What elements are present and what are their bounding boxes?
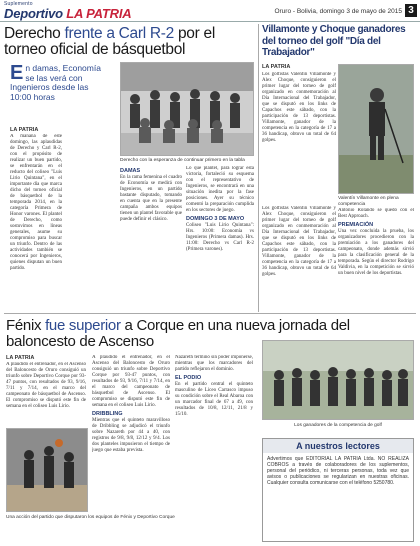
story1-col3-title: DOMINGO 3 DE MAYO	[186, 216, 245, 222]
publication-name: Deportivo LA PATRIA	[4, 6, 132, 21]
story1-col2-title: DAMAS	[120, 168, 141, 174]
story2-headline: Fénix fue superior a Corque en una nueva jornada del baloncesto de Ascenso	[6, 317, 350, 350]
golf-winners-photo	[262, 340, 414, 420]
story3-caption1: Valentín Villamonte en plena competencia	[338, 196, 399, 207]
drop-cap: E	[10, 62, 24, 84]
story3-col1: Los golfistas Valentín Villamonte y Alex Choque, consiguieron el primer lugar del torneo de golf organizado en conmemoración al Día Internacional del Trabajador, que se disputó en los links de Capachos este sábado, con la participación de 13 deportistas. Villamonte, ganador de la competencia en la categoría de 17 a 36 handicap, obtuvo un total de 64 golpes.	[262, 72, 336, 143]
masthead	[0, 0, 420, 22]
story2-kicker: LA PATRIA	[6, 355, 35, 361]
notice-title: A nuestros lectores	[263, 439, 413, 453]
story3-col2-body: Antonio Rolando se quedó con el Best Approach.	[338, 208, 414, 219]
story1-col3-body: Lo que plantel, para lograr esta victoria, fortaleció su esquema con el representativo de Ingenieros, se encontrará en una situación inedita por la fase posiciones. Ayer su técnico comentó la preparación cumplida en los sectores de juego.	[186, 166, 254, 213]
story1-headline: Derecho frente a Carl R-2 por el torneo oficial de básquetbol	[4, 25, 215, 59]
column-divider	[258, 24, 259, 312]
notice-box	[262, 438, 414, 542]
story1-caption: Derecho con la esperanza de continuar primero en la tabla	[120, 158, 245, 163]
story3-caption2: Los ganadores de la competencia de golf	[294, 423, 382, 428]
story1-col3	[186, 166, 254, 310]
story2-caption: Una acción del partido que disputaron los equipos de Fénix y Deportivo Corque	[6, 515, 175, 520]
story3-col2-awards: Una vez concluida la prueba, los organizadores procedieron con la premiación a los ganadores del campeonato, donde además sirvió para la clasificación general de la temporada. Según el director Rodrigo Valdivia, en la competición se sirvió un buen nivel de los deportistas.	[338, 229, 414, 276]
story3-col1b: Los golfistas Valentín Villamonte y Alex Choque, consiguieron el primer lugar del torneo de golf organizado en conmemoración al Día Internacional del Trabajador, que se disputó en los links de Capachos este sábado, con la participación de 13 deportistas. Villamonte, ganador de la competencia en la categoría de 17 a 36 handicap, obtuvo un total de 64 golpes.	[262, 206, 336, 277]
story3-headline: Villamonte y Choque ganadores del torneo del golf "Día del Trabajador"	[262, 24, 406, 58]
notice-text: Advertimos que EDITORIAL LA PATRIA Ltda. NO REALIZA COBROS a través de colaboradores de los suplementos, personal del periódico, ni terceras personas, toda vez que avisos o publicaciones se regularizan en nuestras oficinas. Cualquier consulta comunicarse con el teléfono 5250780.	[267, 456, 409, 486]
story1-lead: En damas, Economía se las verá con Ingenieros desde las 10:00 horas	[10, 62, 101, 102]
story2-col2-title: DRIBBLING	[92, 411, 123, 417]
golfer-photo	[338, 64, 414, 194]
story3-col2-title: PREMIACIÓN	[338, 222, 374, 228]
basketball-action-photo	[6, 428, 88, 512]
story3-kicker: LA PATRIA	[262, 64, 291, 70]
story2-col2-intro: A plaudido el entrenador, en el Ascenso del Baloncesto de Oruro consiguió un triunfo sobre Deportivo Corque por 93-47 puntos, con resultados de 93, 9/16, 7/11 y 7/14, en el marco del campeonato de básquetbol de Ascenso. El compromiso se disputó este fin de semana en el coliseo Luis Lirio.	[92, 355, 170, 408]
issue-date: Oruro - Bolivia, domingo 3 de mayo de 2015	[274, 8, 402, 15]
story2-col3-title: EL PODIO	[175, 375, 202, 381]
story1-col2	[120, 166, 182, 310]
story1-col3-schedule: Coliseo "Luis Lirio Quintana": Hrs. 10:00: Economía vs Ingenieros (Primera damas). Hrs. 11:00: Derecho vs Carl R-2 (Primera varones).	[186, 223, 254, 252]
story2-col3-results: En el partido central el quinteto masculino de Liceo Carrasco impuso su condición sobre el Real Abaroa con un marcador final de 67 a 49, con resultados de 10/8, 12/11, 21/8 y 15/10.	[175, 382, 253, 417]
story2-col3	[175, 355, 253, 511]
basketball-team-photo	[120, 62, 254, 156]
story2-col1: A plaudido el entrenador, en el Ascenso del Baloncesto de Oruro consiguió un triunfo sobre Deportivo Corque por 93-47 puntos, con resultados de 93, 9/16, 7/11 y 7/14, en el marco del campeonato de básquetbol de Ascenso. El compromiso se disputó este fin de semana en el coliseo Luis Lirio.	[6, 362, 86, 409]
supplement-label: Suplemento	[4, 1, 33, 7]
story1-kicker: LA PATRIA	[10, 127, 39, 133]
story1-col1: A mañana de este domingo, las aplaudidas de Derecho y Carl R-2, con el propósito de realizar un buen partido, se enfrentarán en el reducto del coliseo "Luis Lirio Quintana", en el importante día que marca dicho del torneo oficial de básquetbol de la temporada 2014, en la categoría Primera de Honor varones. El plantel de Derecho, como sostuvimos en líneas generales, asume su compromiso para buscar un triunfo. Dentro de las actividades también se conocerá por Ingenieros, quienes disputan un buen partido.	[10, 134, 62, 271]
story2-col3-body: Nazareth terminó sin poder imponerse, mientras que los marcadores del partido reflejaron el dominio.	[175, 355, 253, 372]
story3-col2	[338, 208, 414, 332]
story2-col2-body: Mientras que el quinteto maravilloso de Dribbling se adjudicó el triunfo sobre Nazareth por 44 a 40, con registros de 9/8, 9/8, 12/12 y 9/4. Los dos planteles impusieron el tiempo de juego que estaba prevista.	[92, 418, 170, 453]
story2-col2	[92, 355, 170, 511]
story1-col2-body: En la rama femenina el cuadro de Economía se medirá con Ingenieros, en un partido bastante disputado, tomando en cuenta que en la presente campaña ambos equipos tienen un plantel favorable que puede definir el clásico.	[120, 175, 182, 222]
page-number: 3	[405, 4, 417, 17]
